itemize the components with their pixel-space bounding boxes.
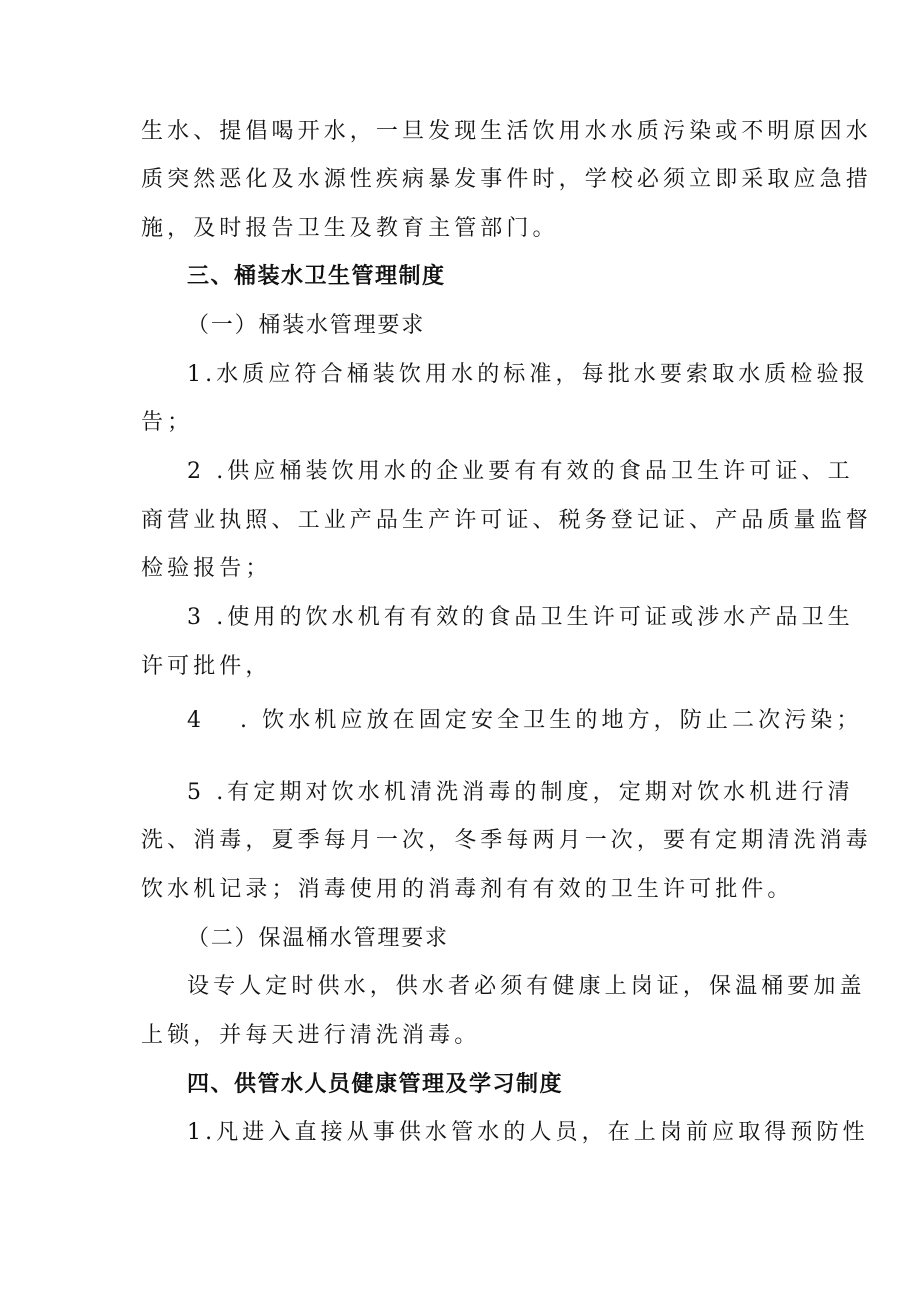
list-item-line: 商营业执照、工业产品生产许可证、税务登记证、产品质量监督 — [141, 508, 872, 533]
list-item-line: 1.凡进入直接从事供水管水的人员，在上岗前应取得预防性 — [187, 1120, 869, 1145]
paragraph-line: 质突然恶化及水源性疾病暴发事件时，学校必须立即采取应急措 — [141, 167, 872, 192]
paragraph-line: 生水、提倡喝开水，一旦发现生活饮用水水质污染或不明原因水 — [141, 119, 872, 144]
paragraph-line: 施，及时报告卫生及教育主管部门。 — [141, 216, 559, 241]
list-item-line: 2 .供应桶装饮用水的企业要有有效的食品卫生许可证、工 — [187, 459, 854, 484]
list-item-line: 3 .使用的饮水机有有效的食品卫生许可证或涉水产品卫生 — [187, 605, 854, 630]
list-item-line: . 饮水机应放在固定安全卫生的地方，防止二次污染； — [240, 708, 863, 733]
list-item-line: 检验报告； — [141, 556, 272, 581]
paragraph-line: 设专人定时供水，供水者必须有健康上岗证，保温桶要加盖 — [187, 974, 866, 999]
paragraph-line: 上锁，并每天进行清洗消毒。 — [141, 1023, 481, 1048]
subsection-heading-2: （二）保温桶水管理要求 — [187, 926, 449, 951]
list-item-line: 许可批件， — [141, 654, 272, 679]
list-item-line: 洗、消毒，夏季每月一次，冬季每两月一次，要有定期清洗消毒 — [141, 828, 872, 853]
section-heading-3: 三、桶装水卫生管理制度 — [187, 264, 446, 289]
list-item-number: 4 — [187, 708, 206, 733]
section-heading-4: 四、供管水人员健康管理及学习制度 — [187, 1072, 564, 1097]
list-item-line: 饮水机记录；消毒使用的消毒剂有有效的卫生许可批件。 — [141, 877, 794, 902]
list-item-line: 1.水质应符合桶装饮用水的标准，每批水要索取水质检验报 — [187, 362, 869, 387]
subsection-heading-1: （一）桶装水管理要求 — [187, 313, 426, 338]
list-item-line: 5 .有定期对饮水机清洗消毒的制度，定期对饮水机进行清 — [187, 780, 854, 805]
list-item-line: 告； — [141, 410, 194, 435]
